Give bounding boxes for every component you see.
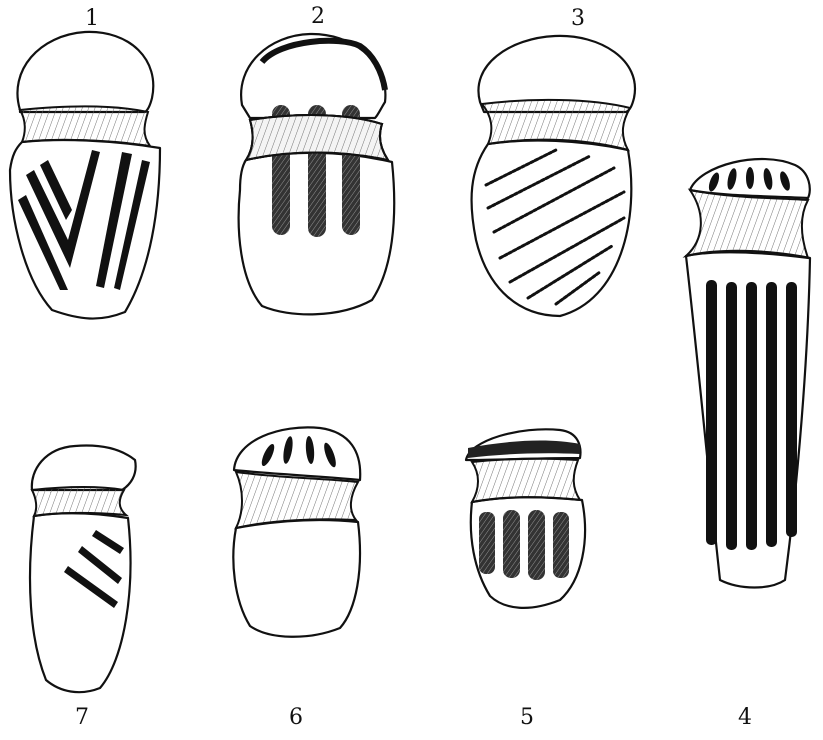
label-1: 1 bbox=[85, 6, 99, 31]
artifact-3 bbox=[472, 36, 635, 316]
artifact-6-top-marks bbox=[259, 436, 338, 469]
label-6: 6 bbox=[289, 705, 303, 730]
label-3: 3 bbox=[571, 6, 585, 31]
label-7: 7 bbox=[75, 705, 89, 730]
label-2: 2 bbox=[311, 4, 325, 29]
artifact-1 bbox=[10, 32, 160, 319]
artifact-4 bbox=[686, 159, 810, 587]
label-4: 4 bbox=[738, 705, 752, 730]
artifact-7 bbox=[30, 446, 136, 693]
artifact-3-stitch-lines bbox=[486, 150, 624, 304]
artifact-2 bbox=[239, 34, 395, 314]
label-5: 5 bbox=[520, 705, 534, 730]
artifact-4-top-marks bbox=[707, 167, 792, 193]
artifact-6 bbox=[233, 427, 360, 636]
artifact-5 bbox=[466, 429, 585, 608]
